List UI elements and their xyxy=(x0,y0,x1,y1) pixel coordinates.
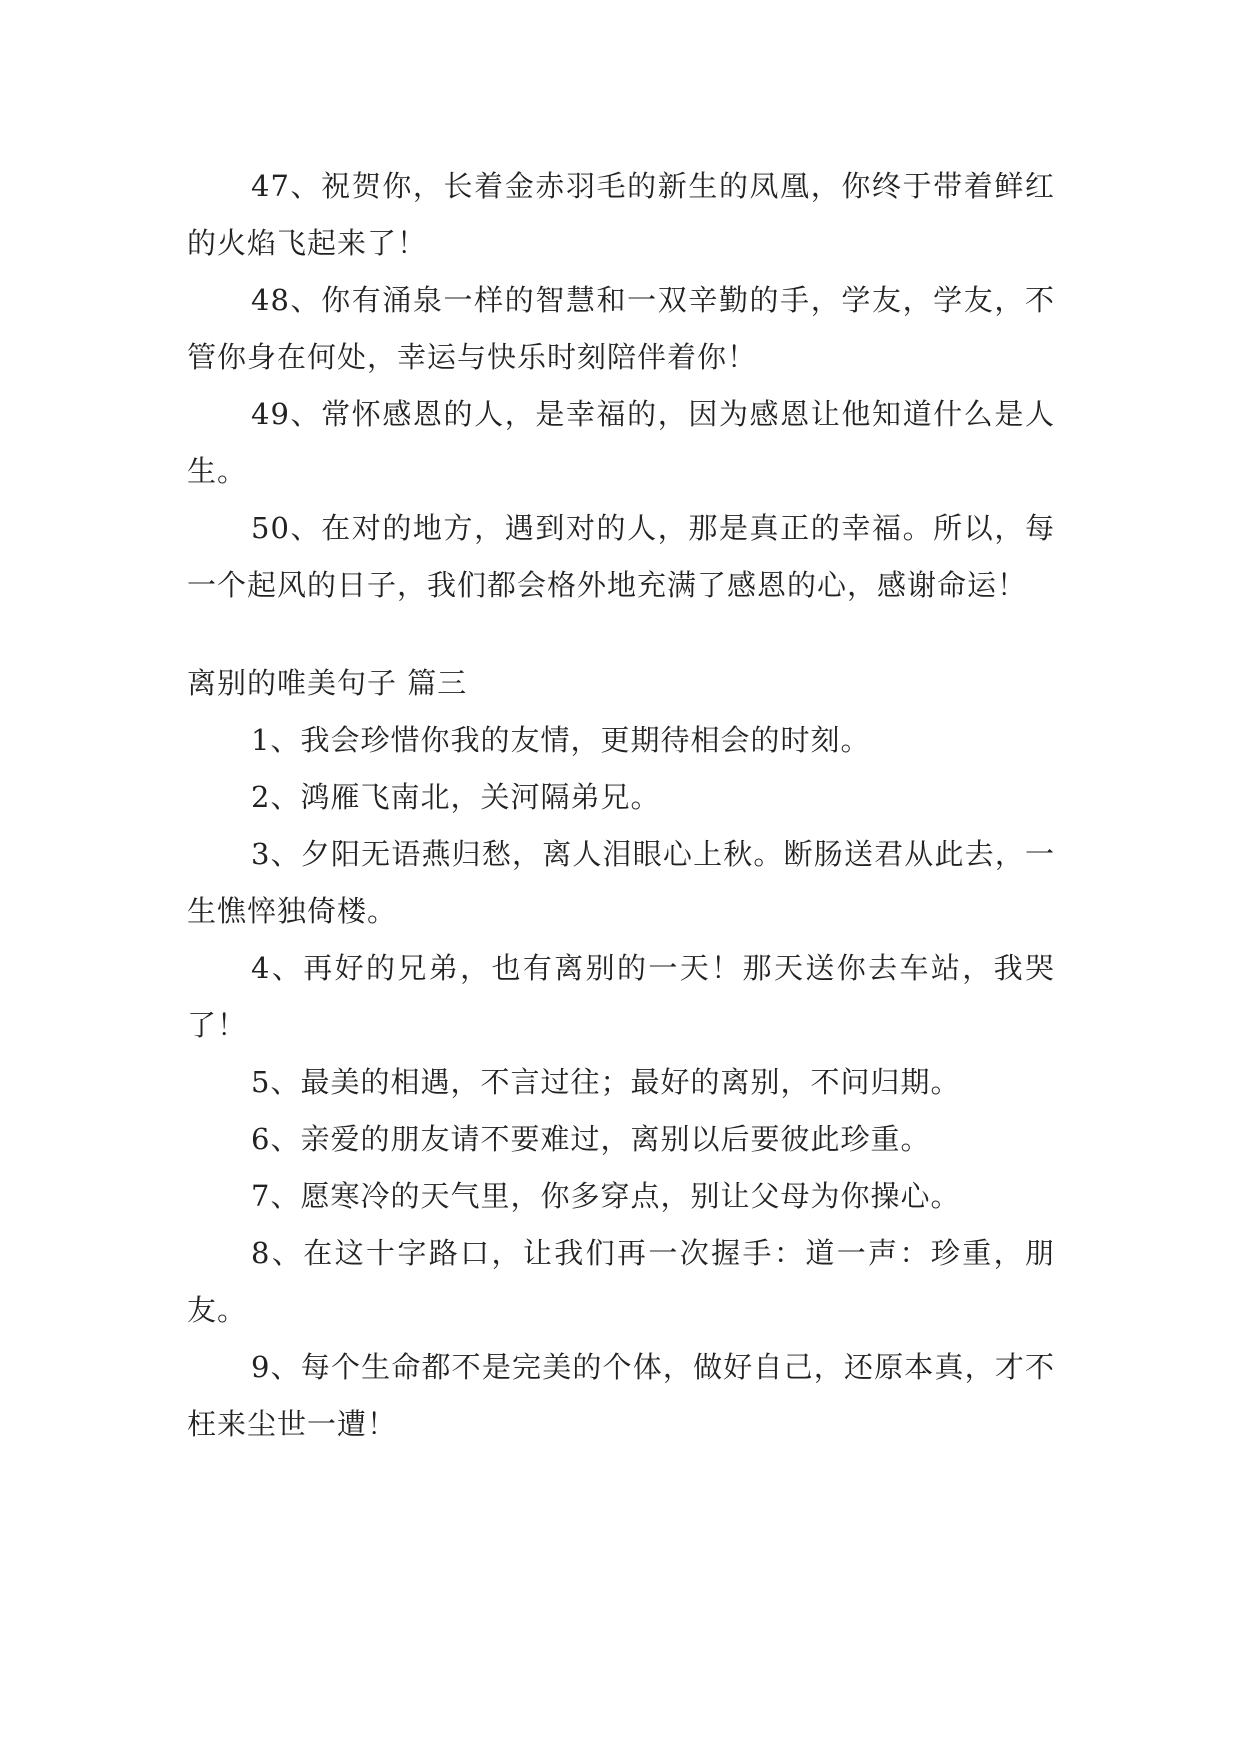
paragraph-4: 4、再好的兄弟，也有离别的一天！那天送你去车站，我哭了！ xyxy=(187,951,1055,1042)
paragraph-5: 5、最美的相遇，不言过往；最好的离别，不问归期。 xyxy=(251,1065,961,1099)
paragraph-2: 2、鸿雁飞南北，关河隔弟兄。 xyxy=(251,780,661,814)
paragraph-9: 9、每个生命都不是完美的个体，做好自己，还原本真，才不枉来尘世一遭！ xyxy=(187,1350,1055,1441)
section-spacer xyxy=(187,614,1055,655)
paragraph-48: 48、你有涌泉一样的智慧和一双辛勤的手，学友，学友，不管你身在何处，幸运与快乐时刻陪伴着你！ xyxy=(187,283,1055,374)
paragraph-1: 1、我会珍惜你我的友情，更期待相会的时刻。 xyxy=(251,723,871,757)
paragraph-49: 49、常怀感恩的人，是幸福的，因为感恩让他知道什么是人生。 xyxy=(187,397,1055,488)
paragraph-8: 8、在这十字路口，让我们再一次握手：道一声：珍重，朋友。 xyxy=(187,1236,1055,1327)
paragraph-47: 47、祝贺你，长着金赤羽毛的新生的凤凰，你终于带着鲜红的火焰飞起来了！ xyxy=(187,169,1055,260)
document-body xyxy=(187,158,1055,1453)
paragraph-50: 50、在对的地方，遇到对的人，那是真正的幸福。所以，每一个起风的日子，我们都会格外地充满了感恩的心，感谢命运！ xyxy=(187,511,1055,602)
section-heading: 离别的唯美句子 篇三 xyxy=(187,666,468,700)
paragraph-7: 7、愿寒冷的天气里，你多穿点，别让父母为你操心。 xyxy=(251,1179,961,1213)
paragraph-6: 6、亲爱的朋友请不要难过，离别以后要彼此珍重。 xyxy=(251,1122,931,1156)
paragraph-3: 3、夕阳无语燕归愁，离人泪眼心上秋。断肠送君从此去，一生憔悴独倚楼。 xyxy=(187,837,1055,928)
